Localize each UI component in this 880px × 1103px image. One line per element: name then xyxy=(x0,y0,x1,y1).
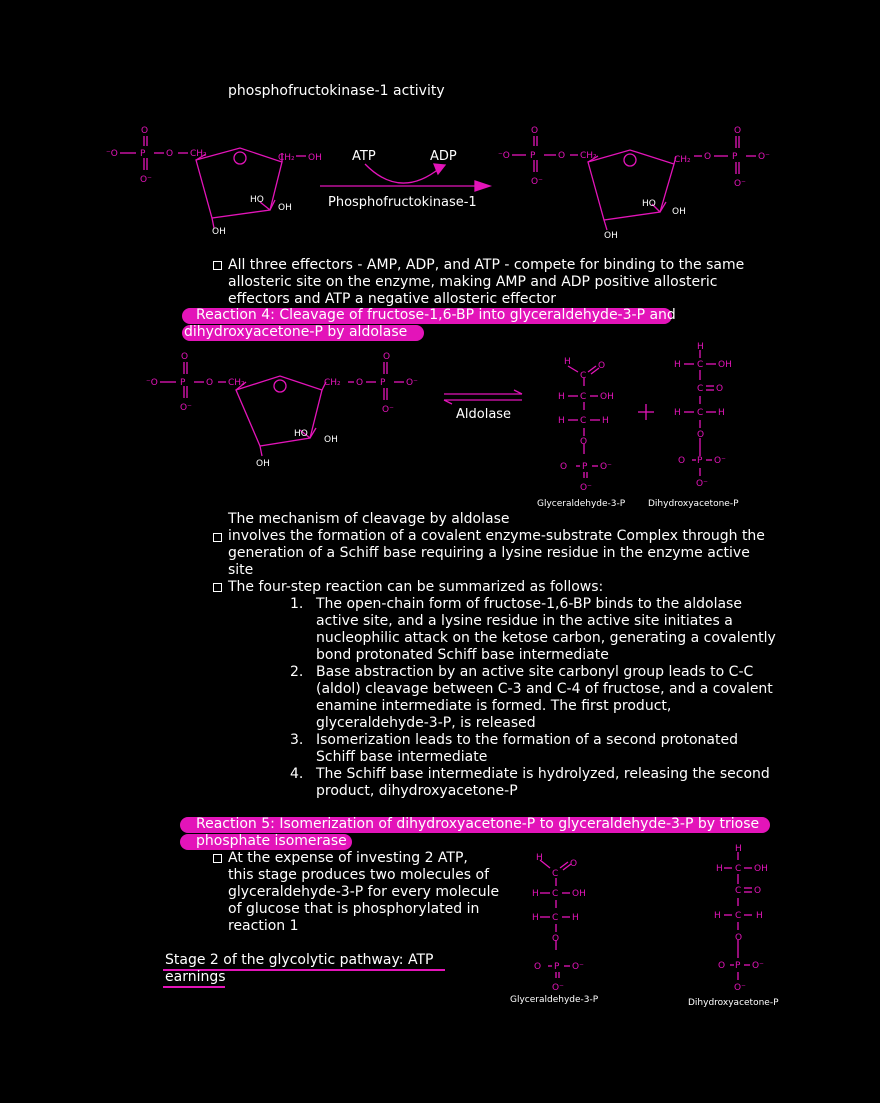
reaction4-title-2: dihydroxyacetone-P by aldolase xyxy=(184,324,408,340)
step-line: Schiff base intermediate xyxy=(316,749,488,765)
stage2-heading-2: earnings xyxy=(165,969,226,985)
chem-c: C xyxy=(735,911,742,921)
step-line: bond protonated Schiff base intermediate xyxy=(316,647,609,663)
chem-p: P xyxy=(140,149,146,159)
chem-ho: HO xyxy=(642,199,656,209)
chem-ch2: CH₂ xyxy=(580,151,597,161)
step-line: Base abstraction by an active site carbonyl group leads to C-C xyxy=(316,664,754,680)
chem-o-minus: O⁻ xyxy=(758,152,770,162)
chem-c: C xyxy=(580,371,587,381)
chem-c: C xyxy=(697,384,704,394)
bullet-icon xyxy=(213,533,222,542)
stage2-heading-1: Stage 2 of the glycolytic pathway: ATP xyxy=(165,952,434,968)
chem-oh: OH xyxy=(718,360,732,370)
chem-h: H xyxy=(532,913,539,923)
step-line: active site, and a lysine residue in the active site initiates a xyxy=(316,613,733,629)
chem-o: O xyxy=(552,934,560,944)
chem-c: C xyxy=(697,408,704,418)
chem-ho: HO xyxy=(294,429,308,439)
stage2-underline xyxy=(163,986,225,988)
chem-c: C xyxy=(580,416,587,426)
chem-h: H xyxy=(572,913,579,923)
effectors-line-1: All three effectors - AMP, ADP, and ATP - compete for binding to the same xyxy=(228,257,745,273)
chem-h: H xyxy=(674,408,681,418)
chem-p: P xyxy=(530,151,536,161)
chem-oh: OH xyxy=(600,392,614,402)
chem-o-minus: O⁻ xyxy=(406,378,418,388)
chem-o: O xyxy=(734,126,742,136)
chem-o: O xyxy=(580,437,588,447)
reaction4-title-1: Reaction 4: Cleavage of fructose-1,6-BP into glyceraldehyde-3-P and xyxy=(196,307,676,323)
step-line: Isomerization leads to the formation of a second protonated xyxy=(316,732,738,748)
chem-o: O xyxy=(558,151,566,161)
chem-c: C xyxy=(552,913,559,923)
chem-p: P xyxy=(697,456,703,466)
chem-o-minus: O⁻ xyxy=(600,462,612,472)
bullet-icon xyxy=(213,854,222,863)
chem-oh: OH xyxy=(324,435,338,445)
chem-oh: OH xyxy=(754,864,768,874)
mechanism-bullet-2: The four-step reaction can be summarized as follows: xyxy=(228,579,604,595)
chem-p: P xyxy=(732,152,738,162)
chem-o: O xyxy=(598,361,606,371)
chem-p: P xyxy=(735,961,741,971)
step-number: 1. xyxy=(290,596,304,612)
chem-oh: OH xyxy=(672,207,686,217)
mechanism-intro: The mechanism of cleavage by aldolase xyxy=(228,511,510,527)
reaction5-diagram xyxy=(520,842,790,997)
chem-o-minus: O⁻ xyxy=(531,177,543,187)
chem-o: O xyxy=(754,886,762,896)
chem-h: H xyxy=(716,864,723,874)
chem-o-minus: ⁻O xyxy=(498,151,510,161)
chem-oh: OH xyxy=(256,459,270,469)
chem-o: O xyxy=(697,430,705,440)
chem-ch2: CH₂ xyxy=(278,153,295,163)
chem-o-minus: O⁻ xyxy=(714,456,726,466)
mechanism-line-3: site xyxy=(228,562,254,578)
reaction3-diagram xyxy=(100,120,790,245)
chem-o: O xyxy=(383,352,391,362)
chem-h: H xyxy=(714,911,721,921)
chem-h: H xyxy=(558,416,565,426)
chem-o-minus: O⁻ xyxy=(752,961,764,971)
chem-o: O xyxy=(356,378,364,388)
chem-h: H xyxy=(602,416,609,426)
adp-label: ADP xyxy=(430,149,457,164)
step-line: The open-chain form of fructose-1,6-BP binds to the aldolase xyxy=(316,596,742,612)
reaction5-bullet-line: glyceraldehyde-3-P for every molecule xyxy=(228,884,500,900)
chem-o: O xyxy=(560,462,568,472)
chem-ch2: CH₂ xyxy=(190,149,207,159)
enzyme-label: Phosphofructokinase-1 xyxy=(328,195,477,210)
bullet-icon xyxy=(213,261,222,270)
step-line: nucleophilic attack on the ketose carbon, generating a covalently xyxy=(316,630,776,646)
reaction5-title-1: Reaction 5: Isomerization of dihydroxyacetone-P to glyceraldehyde-3-P by triose xyxy=(196,816,760,832)
chem-p: P xyxy=(554,962,560,972)
chem-o-minus: O⁻ xyxy=(382,405,394,415)
reaction5-bullet-line: At the expense of investing 2 ATP, xyxy=(228,850,468,866)
chem-o: O xyxy=(735,933,743,943)
aldolase-label: Aldolase xyxy=(456,407,512,422)
chem-p: P xyxy=(180,378,186,388)
chem-p: P xyxy=(380,378,386,388)
chem-o: O xyxy=(141,126,149,136)
mechanism-line-1: involves the formation of a covalent enzyme-substrate Complex through the xyxy=(228,528,765,544)
chem-ch2: CH₂ xyxy=(324,378,341,388)
effectors-line-3: effectors and ATP a negative allosteric effector xyxy=(228,291,557,307)
step-line: enamine intermediate is formed. The first product, xyxy=(316,698,672,714)
chem-h: H xyxy=(674,360,681,370)
section-heading: phosphofructokinase-1 activity xyxy=(228,83,445,99)
chem-o: O xyxy=(534,962,542,972)
bullet-icon xyxy=(213,583,222,592)
chem-h: H xyxy=(697,342,704,352)
chem-h: H xyxy=(558,392,565,402)
chem-ho: HO xyxy=(250,195,264,205)
chem-p: P xyxy=(582,462,588,472)
reaction5-bullet-line: of glucose that is phosphorylated in xyxy=(228,901,480,917)
chem-o: O xyxy=(716,384,724,394)
reaction5-title-2: phosphate isomerase xyxy=(196,833,347,849)
chem-o-minus: O⁻ xyxy=(580,483,592,493)
chem-o-minus: O⁻ xyxy=(696,479,708,489)
chem-h: H xyxy=(536,853,543,863)
product-caption: Glyceraldehyde-3-P xyxy=(537,499,626,509)
chem-o: O xyxy=(678,456,686,466)
step-number: 4. xyxy=(290,766,304,782)
chem-h: H xyxy=(718,408,725,418)
chem-o: O xyxy=(181,352,189,362)
chem-c: C xyxy=(552,889,559,899)
chem-h: H xyxy=(735,844,742,854)
chem-ch2: CH₂ xyxy=(228,378,245,388)
atp-label: ATP xyxy=(352,149,376,164)
reaction5-bullet-line: this stage produces two molecules of xyxy=(228,867,489,883)
chem-oh: OH xyxy=(604,231,618,241)
chem-h: H xyxy=(564,357,571,367)
chem-o-minus: O⁻ xyxy=(180,403,192,413)
chem-oh: OH xyxy=(572,889,586,899)
chem-c: C xyxy=(697,360,704,370)
chem-o: O xyxy=(166,149,174,159)
chem-oh: OH xyxy=(308,153,322,163)
product-caption: Glyceraldehyde-3-P xyxy=(510,995,599,1005)
reaction5-bullet-line: reaction 1 xyxy=(228,918,299,934)
chem-c: C xyxy=(552,869,559,879)
product-caption: Dihydroxyacetone-P xyxy=(688,998,779,1008)
chem-o-minus: ⁻O xyxy=(106,149,118,159)
chem-o: O xyxy=(531,126,539,136)
chem-o-minus: O⁻ xyxy=(734,179,746,189)
chem-ch2: CH₂ xyxy=(674,155,691,165)
reaction4-diagram xyxy=(140,340,780,500)
chem-c: C xyxy=(735,886,742,896)
chem-c: C xyxy=(735,864,742,874)
chem-h: H xyxy=(532,889,539,899)
chem-o-minus: O⁻ xyxy=(140,175,152,185)
mechanism-line-2: generation of a Schiff base requiring a lysine residue in the enzyme active xyxy=(228,545,750,561)
chem-o: O xyxy=(570,859,578,869)
step-number: 3. xyxy=(290,732,304,748)
product-caption: Dihydroxyacetone-P xyxy=(648,499,739,509)
chem-o-minus: O⁻ xyxy=(572,962,584,972)
step-number: 2. xyxy=(290,664,304,680)
effectors-line-2: allosteric site on the enzyme, making AMP and ADP positive allosteric xyxy=(228,274,718,290)
chem-o: O xyxy=(206,378,214,388)
chem-o-minus: O⁻ xyxy=(552,983,564,993)
chem-oh: OH xyxy=(212,227,226,237)
step-line: (aldol) cleavage between C-3 and C-4 of fructose, and a covalent xyxy=(316,681,773,697)
chem-o: O xyxy=(704,152,712,162)
chem-h: H xyxy=(756,911,763,921)
chem-oh: OH xyxy=(278,203,292,213)
step-line: The Schiff base intermediate is hydrolyzed, releasing the second xyxy=(316,766,770,782)
chem-c: C xyxy=(580,392,587,402)
chem-o-minus: O⁻ xyxy=(734,983,746,993)
step-line: glyceraldehyde-3-P, is released xyxy=(316,715,536,731)
chem-o: O xyxy=(718,961,726,971)
step-line: product, dihydroxyacetone-P xyxy=(316,783,518,799)
chem-o-minus: ⁻O xyxy=(146,378,158,388)
